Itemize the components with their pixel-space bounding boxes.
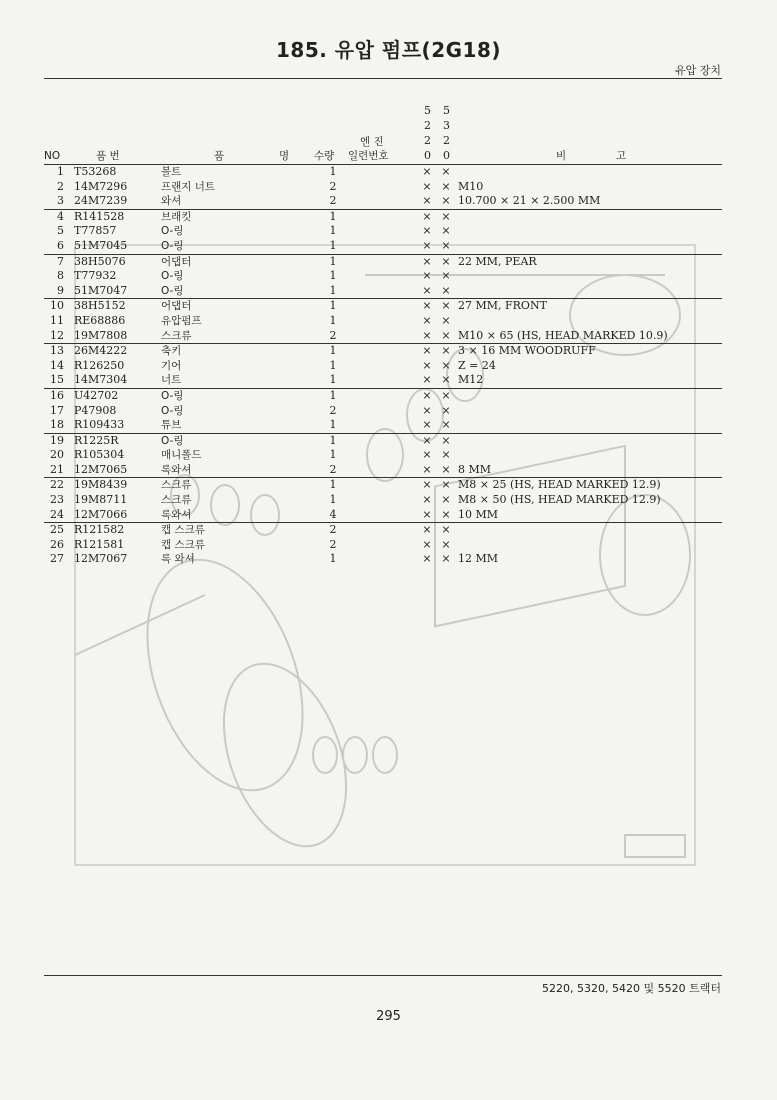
part-name: 축키 bbox=[161, 345, 182, 358]
model1-mark: × bbox=[422, 388, 432, 402]
model2-mark: × bbox=[441, 224, 451, 238]
table-row bbox=[44, 404, 722, 419]
table-row bbox=[44, 523, 722, 538]
model2-mark: × bbox=[441, 552, 451, 566]
part-number: 12M7067 bbox=[74, 552, 128, 566]
quantity: 1 bbox=[329, 478, 337, 492]
table-row bbox=[44, 314, 722, 329]
model1-mark: × bbox=[422, 269, 432, 283]
table-row bbox=[44, 463, 722, 479]
table-row bbox=[44, 194, 722, 210]
model1-mark: × bbox=[422, 358, 432, 372]
part-number: 51M7047 bbox=[74, 283, 128, 297]
part-number: 12M7065 bbox=[74, 462, 128, 476]
quantity: 1 bbox=[329, 373, 337, 387]
table-body bbox=[44, 165, 722, 567]
model1-mark: × bbox=[422, 418, 432, 432]
table-row bbox=[44, 165, 722, 180]
model1-mark: × bbox=[422, 537, 432, 551]
quantity: 1 bbox=[329, 165, 337, 178]
row-number: 18 bbox=[50, 418, 64, 432]
row-number: 12 bbox=[50, 328, 64, 342]
col-engine-a: 엔 진 bbox=[360, 136, 384, 148]
model1-digit: 2 bbox=[424, 119, 431, 132]
row-number: 2 bbox=[57, 179, 64, 193]
model1-mark: × bbox=[422, 344, 432, 358]
table-row bbox=[44, 269, 722, 284]
model1-mark: × bbox=[422, 299, 432, 313]
remark: 3 × 16 MM WOODRUFF bbox=[458, 344, 596, 358]
model2-mark: × bbox=[441, 209, 451, 223]
model1-mark: × bbox=[422, 462, 432, 476]
row-number: 21 bbox=[50, 462, 64, 476]
table-row bbox=[44, 239, 722, 255]
part-number: 19M8711 bbox=[74, 493, 128, 507]
col-name-b: 명 bbox=[279, 150, 290, 162]
model1-mark: × bbox=[422, 238, 432, 252]
model2-mark: × bbox=[441, 507, 451, 521]
model1-mark: × bbox=[422, 478, 432, 492]
part-name: 스크류 bbox=[161, 479, 192, 492]
quantity: 1 bbox=[329, 418, 337, 432]
table-row bbox=[44, 448, 722, 463]
part-number: RE68886 bbox=[74, 313, 126, 327]
part-number: R105304 bbox=[74, 448, 125, 462]
table-row bbox=[44, 418, 722, 434]
quantity: 1 bbox=[329, 283, 337, 297]
model2-mark: × bbox=[441, 478, 451, 492]
part-name: 스크류 bbox=[161, 494, 192, 507]
part-number: R121581 bbox=[74, 537, 125, 551]
part-name: 록 와셔 bbox=[161, 553, 195, 566]
quantity: 1 bbox=[329, 388, 337, 402]
model1-mark: × bbox=[422, 552, 432, 566]
model1-mark: × bbox=[422, 165, 432, 178]
part-name: 어댑터 bbox=[161, 300, 192, 313]
part-name: 브래킷 bbox=[161, 210, 192, 223]
model2-mark: × bbox=[441, 165, 451, 178]
row-number: 15 bbox=[50, 373, 64, 387]
part-name: 캡 스크류 bbox=[161, 538, 205, 551]
part-number: 51M7045 bbox=[74, 238, 128, 252]
part-name: 프랜지 너트 bbox=[161, 180, 216, 193]
model2-mark: × bbox=[441, 537, 451, 551]
model1-mark: × bbox=[422, 179, 432, 193]
part-number: 38H5152 bbox=[74, 299, 126, 313]
row-number: 24 bbox=[50, 507, 64, 521]
part-name: 캡 스크류 bbox=[161, 524, 205, 537]
model1-mark: × bbox=[422, 194, 432, 208]
part-name: 스크류 bbox=[161, 329, 192, 342]
table-row bbox=[44, 359, 722, 374]
footer-rule bbox=[44, 975, 722, 976]
col-engine-b: 일련번호 bbox=[348, 150, 389, 162]
model2-mark: × bbox=[441, 418, 451, 432]
model2-mark: × bbox=[441, 299, 451, 313]
quantity: 1 bbox=[329, 448, 337, 462]
col-remarks-a: 비 bbox=[556, 150, 567, 162]
header-rule bbox=[44, 78, 722, 79]
quantity: 1 bbox=[329, 224, 337, 238]
remark: 8 MM bbox=[458, 462, 492, 476]
part-name: O-링 bbox=[161, 225, 184, 238]
model2-mark: × bbox=[441, 448, 451, 462]
part-name: O-링 bbox=[161, 389, 184, 402]
table-row bbox=[44, 538, 722, 553]
part-number: R141528 bbox=[74, 209, 125, 223]
model2-mark: × bbox=[441, 373, 451, 387]
model2-digit: 2 bbox=[443, 134, 450, 147]
section-label: 유압 장치 bbox=[674, 64, 721, 77]
row-number: 13 bbox=[50, 344, 64, 358]
remark: M12 bbox=[458, 373, 484, 387]
remark: 12 MM bbox=[458, 552, 499, 566]
table-row bbox=[44, 210, 722, 225]
quantity: 2 bbox=[329, 194, 337, 208]
row-number: 4 bbox=[57, 209, 64, 223]
model1-digit: 2 bbox=[424, 134, 431, 147]
quantity: 1 bbox=[329, 358, 337, 372]
remark: Z = 24 bbox=[458, 358, 496, 372]
page-number: 295 bbox=[376, 1009, 401, 1024]
part-number: T77932 bbox=[74, 269, 117, 283]
part-number: R109433 bbox=[74, 418, 125, 432]
model2-mark: × bbox=[441, 344, 451, 358]
model1-mark: × bbox=[422, 373, 432, 387]
remark: 22 MM, PEAR bbox=[458, 254, 537, 268]
part-name: O-링 bbox=[161, 404, 184, 417]
model2-mark: × bbox=[441, 358, 451, 372]
table-row bbox=[44, 255, 722, 270]
part-number: T77857 bbox=[74, 224, 117, 238]
quantity: 2 bbox=[329, 328, 337, 342]
row-number: 19 bbox=[50, 433, 64, 447]
part-number: 24M7239 bbox=[74, 194, 128, 208]
quantity: 1 bbox=[329, 493, 337, 507]
remark: M10 × 65 (HS, HEAD MARKED 10.9) bbox=[458, 328, 668, 342]
model1-digit: 5 bbox=[424, 104, 431, 117]
row-number: 22 bbox=[50, 478, 64, 492]
part-number: 14M7296 bbox=[74, 179, 128, 193]
quantity: 4 bbox=[329, 507, 337, 521]
model1-mark: × bbox=[422, 224, 432, 238]
part-name: 너트 bbox=[161, 374, 182, 387]
row-number: 1 bbox=[57, 165, 64, 178]
remark: M8 × 50 (HS, HEAD MARKED 12.9) bbox=[458, 493, 661, 507]
part-name: 와셔 bbox=[161, 195, 182, 208]
part-number: 12M7066 bbox=[74, 507, 128, 521]
quantity: 1 bbox=[329, 299, 337, 313]
part-number: 38H5076 bbox=[74, 254, 126, 268]
table-row bbox=[44, 224, 722, 239]
quantity: 1 bbox=[329, 344, 337, 358]
part-name: 어댑터 bbox=[161, 255, 192, 268]
table-row bbox=[44, 329, 722, 345]
footer-models: 5220, 5320, 5420 및 5520 트랙터 bbox=[542, 982, 721, 995]
quantity: 1 bbox=[329, 209, 337, 223]
row-number: 20 bbox=[50, 448, 64, 462]
row-number: 3 bbox=[57, 194, 64, 208]
part-name: 기어 bbox=[161, 359, 182, 372]
table-row bbox=[44, 344, 722, 359]
part-name: 록와셔 bbox=[161, 463, 192, 476]
part-number: 19M7808 bbox=[74, 328, 128, 342]
part-number: 14M7304 bbox=[74, 373, 128, 387]
model2-mark: × bbox=[441, 388, 451, 402]
part-number: R126250 bbox=[74, 358, 125, 372]
part-number: R1225R bbox=[74, 433, 119, 447]
quantity: 2 bbox=[329, 462, 337, 476]
row-number: 8 bbox=[57, 269, 64, 283]
part-number: 19M8439 bbox=[74, 478, 128, 492]
quantity: 2 bbox=[329, 537, 337, 551]
remark: 27 MM, FRONT bbox=[458, 299, 547, 313]
row-number: 10 bbox=[50, 299, 64, 313]
col-no: NO bbox=[44, 150, 61, 162]
table-header bbox=[44, 105, 722, 164]
model2-mark: × bbox=[441, 313, 451, 327]
model1-mark: × bbox=[422, 523, 432, 537]
row-number: 27 bbox=[50, 552, 64, 566]
model1-mark: × bbox=[422, 507, 432, 521]
part-name: 유압펌프 bbox=[161, 314, 202, 327]
model2-mark: × bbox=[441, 328, 451, 342]
table-row bbox=[44, 508, 722, 524]
remark: 10.700 × 21 × 2.500 MM bbox=[458, 194, 601, 208]
model1-mark: × bbox=[422, 493, 432, 507]
quantity: 2 bbox=[329, 179, 337, 193]
model2-mark: × bbox=[441, 462, 451, 476]
model1-mark: × bbox=[422, 313, 432, 327]
table-row bbox=[44, 373, 722, 389]
part-name: 매니폴드 bbox=[161, 449, 202, 462]
row-number: 14 bbox=[50, 358, 64, 372]
col-name-a: 품 bbox=[214, 150, 225, 162]
page-title: 185. 유압 펌프(2G18) bbox=[276, 38, 501, 62]
row-number: 9 bbox=[57, 283, 64, 297]
model2-mark: × bbox=[441, 283, 451, 297]
table-row bbox=[44, 493, 722, 508]
part-name: 튜브 bbox=[161, 419, 182, 432]
model2-mark: × bbox=[441, 403, 451, 417]
model1-mark: × bbox=[422, 448, 432, 462]
model2-mark: × bbox=[441, 194, 451, 208]
quantity: 1 bbox=[329, 269, 337, 283]
row-number: 17 bbox=[50, 403, 64, 417]
model1-mark: × bbox=[422, 403, 432, 417]
part-number: P47908 bbox=[74, 403, 117, 417]
part-name: O-링 bbox=[161, 270, 184, 283]
model2-mark: × bbox=[441, 179, 451, 193]
row-number: 25 bbox=[50, 523, 64, 537]
table-row bbox=[44, 180, 722, 195]
row-number: 6 bbox=[57, 238, 64, 252]
part-name: O-링 bbox=[161, 239, 184, 252]
quantity: 2 bbox=[329, 523, 337, 537]
model2-mark: × bbox=[441, 433, 451, 447]
model1-mark: × bbox=[422, 254, 432, 268]
model1-mark: × bbox=[422, 283, 432, 297]
part-name: O-링 bbox=[161, 284, 184, 297]
quantity: 1 bbox=[329, 433, 337, 447]
table-row bbox=[44, 552, 722, 567]
model2-mark: × bbox=[441, 493, 451, 507]
model2-digit: 5 bbox=[443, 104, 450, 117]
row-number: 26 bbox=[50, 537, 64, 551]
part-name: 볼트 bbox=[161, 166, 182, 178]
part-number: R121582 bbox=[74, 523, 125, 537]
model2-mark: × bbox=[441, 523, 451, 537]
quantity: 1 bbox=[329, 238, 337, 252]
model1-mark: × bbox=[422, 433, 432, 447]
quantity: 1 bbox=[329, 552, 337, 566]
row-number: 16 bbox=[50, 388, 64, 402]
row-number: 23 bbox=[50, 493, 64, 507]
remark: 10 MM bbox=[458, 507, 499, 521]
part-number: 26M4222 bbox=[74, 344, 128, 358]
parts-table bbox=[44, 105, 722, 567]
model1-mark: × bbox=[422, 209, 432, 223]
model2-mark: × bbox=[441, 254, 451, 268]
row-number: 11 bbox=[50, 313, 64, 327]
model1-digit: 0 bbox=[424, 149, 431, 162]
row-number: 5 bbox=[57, 224, 64, 238]
part-number: T53268 bbox=[74, 165, 117, 178]
part-number: U42702 bbox=[74, 388, 119, 402]
table-row bbox=[44, 478, 722, 493]
model2-mark: × bbox=[441, 269, 451, 283]
quantity: 1 bbox=[329, 254, 337, 268]
model1-mark: × bbox=[422, 328, 432, 342]
quantity: 1 bbox=[329, 313, 337, 327]
table-row bbox=[44, 299, 722, 314]
model2-digit: 0 bbox=[443, 149, 450, 162]
part-name: 록와셔 bbox=[161, 508, 192, 521]
table-row bbox=[44, 434, 722, 449]
model2-digit: 3 bbox=[443, 119, 450, 132]
table-row bbox=[44, 389, 722, 404]
col-qty: 수량 bbox=[314, 150, 335, 162]
quantity: 2 bbox=[329, 403, 337, 417]
row-number: 7 bbox=[57, 254, 64, 268]
remark: M10 bbox=[458, 179, 484, 193]
col-part-number: 품 번 bbox=[96, 150, 120, 162]
part-name: O-링 bbox=[161, 434, 184, 447]
remark: M8 × 25 (HS, HEAD MARKED 12.9) bbox=[458, 478, 661, 492]
model2-mark: × bbox=[441, 238, 451, 252]
col-remarks-b: 고 bbox=[616, 150, 627, 162]
table-row bbox=[44, 284, 722, 300]
